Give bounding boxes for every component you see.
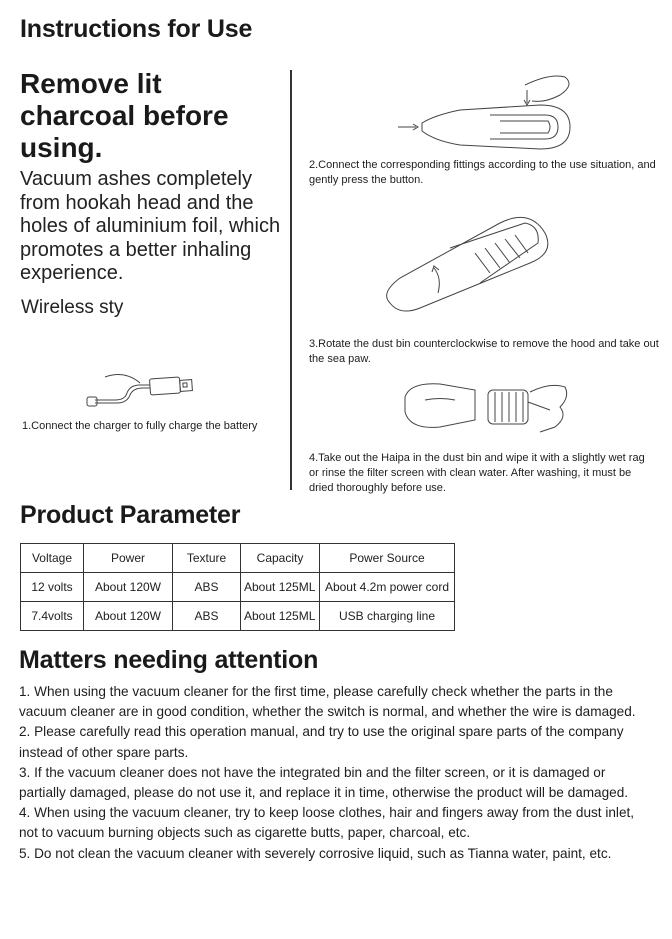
table-cell: 12 volts (21, 573, 84, 602)
header-cell: Power (84, 544, 173, 573)
table-cell: About 125ML (241, 602, 320, 631)
list-item: 1. When using the vacuum cleaner for the first time, please carefully check whether the parts in the vacuum cleaner are in good condition, whether the switch is normal, and whether the wire is damaged. (19, 684, 636, 720)
table-row (21, 573, 455, 602)
table-cell: About 4.2m power cord (320, 573, 455, 602)
table-cell: About 125ML (241, 573, 320, 602)
intro-headline: Remove lit charcoal before using. (20, 68, 229, 163)
step-1-text: 1.Connect the charger to fully charge the battery (22, 420, 258, 432)
table-cell: ABS (173, 573, 241, 602)
table-cell: USB charging line (320, 602, 455, 631)
header-cell: Power Source (320, 544, 455, 573)
table-cell: 7.4volts (21, 602, 84, 631)
list-item: 2. Please carefully read this operation manual, and try to use the original spare parts of the company instead of other spare parts. (19, 724, 624, 760)
list-item: 4. When using the vacuum cleaner, try to keep loose clothes, hair and fingers away from the dust inlet, not to vacuum burning objects such as cigarette butts, paper, charcoal, etc. (19, 805, 635, 841)
attention-title: Matters needing attention (19, 646, 319, 674)
usb-charger-cable-icon (85, 365, 205, 415)
table-header-row (21, 544, 455, 573)
parameters-table (20, 543, 455, 631)
intro-description: Vacuum ashes completely from hookah head and the holes of aluminium foil, which promotes a better inhaling experience. (20, 168, 281, 285)
header-cell: Texture (173, 544, 241, 573)
attention-list (19, 682, 649, 864)
table-cell: ABS (173, 602, 241, 631)
step-3-text: 3.Rotate the dust bin counterclockwise to remove the hood and take out the sea paw. (309, 338, 659, 365)
table-cell: About 120W (84, 573, 173, 602)
vacuum-filter-removal-icon (400, 372, 570, 442)
intro-subtitle: Wireless sty (21, 297, 124, 318)
list-item: 5. Do not clean the vacuum cleaner with severely corrosive liquid, such as Tianna water, paint, etc. (19, 845, 612, 861)
header-cell: Voltage (21, 544, 84, 573)
step-4-text: 4.Take out the Haipa in the dust bin and wipe it with a slightly wet rag or rinse the filter screen with clean water. After washing, it must be dried thoroughly before use. (309, 452, 645, 494)
vacuum-press-button-icon (380, 65, 580, 155)
table-row (21, 602, 455, 631)
vacuum-rotate-bin-icon (380, 208, 560, 316)
header-cell: Capacity (241, 544, 320, 573)
list-item: 3. If the vacuum cleaner does not have the integrated bin and the filter screen, or it is damaged or partially damaged, please do not use it, and replace it in time, otherwise the product will be damaged. (19, 764, 629, 801)
table-cell: About 120W (84, 602, 173, 631)
page-title: Instructions for Use (20, 15, 253, 43)
parameters-title: Product Parameter (20, 501, 241, 529)
column-divider (290, 70, 292, 490)
step-2-text: 2.Connect the corresponding fittings according to the use situation, and gently press the button. (309, 159, 656, 186)
